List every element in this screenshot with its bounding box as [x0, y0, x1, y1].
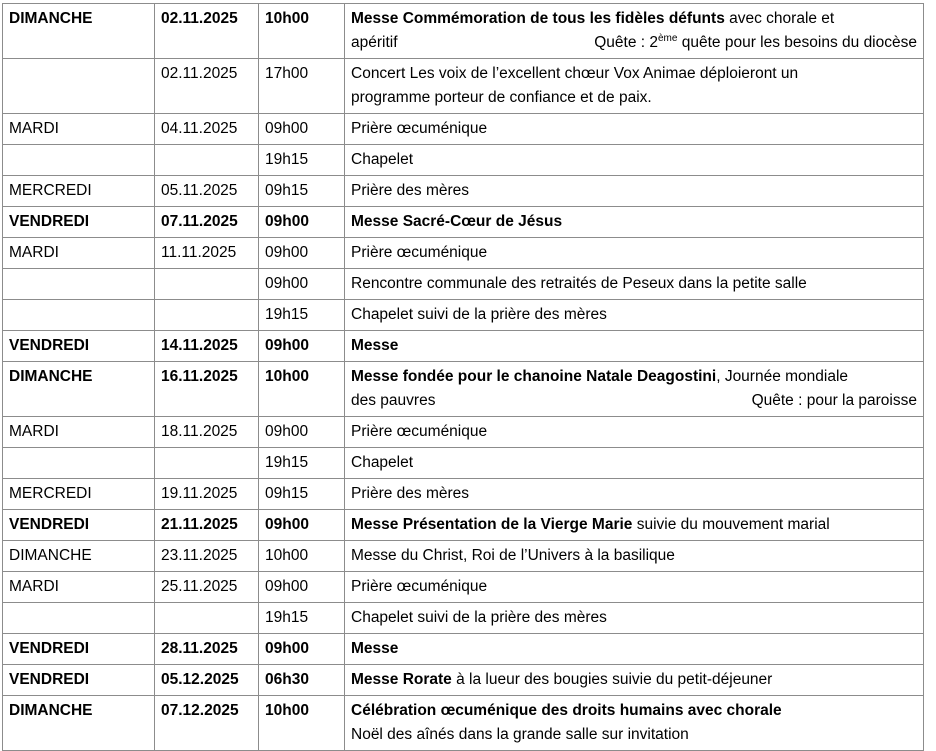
- date-cell: [155, 603, 259, 634]
- time-cell: 19h15: [259, 300, 345, 331]
- table-row: [3, 145, 924, 176]
- event-detail: , Journée mondiale: [716, 368, 849, 385]
- event-cell: Messe: [345, 331, 924, 362]
- table-row: [3, 541, 924, 572]
- date-cell: 19.11.2025: [155, 479, 259, 510]
- day-cell: [3, 145, 155, 176]
- table-row: [3, 362, 924, 417]
- event-detail-line2: Noël des aînés dans la grande salle sur invitation: [351, 726, 689, 743]
- time-cell: 09h15: [259, 176, 345, 207]
- time-cell: 10h00: [259, 4, 345, 59]
- date-cell: [155, 145, 259, 176]
- time-cell: 09h00: [259, 331, 345, 362]
- table-row: [3, 4, 924, 59]
- time-cell: 10h00: [259, 696, 345, 751]
- date-cell: 04.11.2025: [155, 114, 259, 145]
- event-cell: Messe du Christ, Roi de l’Univers à la basilique: [345, 541, 924, 572]
- day-cell: VENDREDI: [3, 510, 155, 541]
- event-detail-line2: des pauvres: [351, 392, 436, 409]
- table-row: [3, 479, 924, 510]
- event-cell: [345, 362, 924, 417]
- event-detail: avec chorale et: [724, 10, 835, 27]
- event-cell: Prière œcuménique: [345, 572, 924, 603]
- table-row: [3, 510, 924, 541]
- day-cell: [3, 269, 155, 300]
- day-cell: DIMANCHE: [3, 541, 155, 572]
- date-cell: 21.11.2025: [155, 510, 259, 541]
- time-cell: 19h15: [259, 448, 345, 479]
- time-cell: 09h00: [259, 572, 345, 603]
- day-cell: MARDI: [3, 114, 155, 145]
- event-cell: Chapelet: [345, 145, 924, 176]
- date-cell: [155, 269, 259, 300]
- table-row: [3, 634, 924, 665]
- day-cell: MERCREDI: [3, 479, 155, 510]
- table-row: [3, 603, 924, 634]
- date-cell: 05.11.2025: [155, 176, 259, 207]
- table-row: [3, 269, 924, 300]
- day-cell: MARDI: [3, 417, 155, 448]
- date-cell: 28.11.2025: [155, 634, 259, 665]
- event-cell: [345, 510, 924, 541]
- day-cell: MARDI: [3, 238, 155, 269]
- time-cell: 06h30: [259, 665, 345, 696]
- time-cell: 09h00: [259, 207, 345, 238]
- table-row: [3, 696, 924, 751]
- date-cell: 07.11.2025: [155, 207, 259, 238]
- table-row: [3, 572, 924, 603]
- event-cell: Chapelet: [345, 448, 924, 479]
- time-cell: 19h15: [259, 145, 345, 176]
- table-row: [3, 59, 924, 114]
- date-cell: 07.12.2025: [155, 696, 259, 751]
- day-cell: MARDI: [3, 572, 155, 603]
- time-cell: 09h00: [259, 114, 345, 145]
- event-cell: Prière œcuménique: [345, 114, 924, 145]
- event-cell: Prière des mères: [345, 176, 924, 207]
- day-cell: [3, 300, 155, 331]
- event-title: Messe Commémoration de tous les fidèles défunts: [351, 10, 725, 27]
- schedule-table: [2, 3, 924, 751]
- event-title: Célébration œcuménique des droits humains avec chorale: [351, 702, 782, 719]
- event-title: Messe fondée pour le chanoine Natale Deagostini: [351, 368, 717, 385]
- table-row: [3, 665, 924, 696]
- time-cell: 09h00: [259, 634, 345, 665]
- table-row: [3, 331, 924, 362]
- table-row: [3, 176, 924, 207]
- event-title: Messe Présentation de la Vierge Marie: [351, 516, 633, 533]
- time-cell: 19h15: [259, 603, 345, 634]
- day-cell: DIMANCHE: [3, 362, 155, 417]
- time-cell: 09h15: [259, 479, 345, 510]
- day-cell: MERCREDI: [3, 176, 155, 207]
- time-cell: 09h00: [259, 238, 345, 269]
- event-detail-line2: apéritif: [351, 34, 398, 51]
- table-row: [3, 417, 924, 448]
- event-detail: à la lueur des bougies suivie du petit-déjeuner: [451, 671, 773, 688]
- date-cell: [155, 300, 259, 331]
- day-cell: VENDREDI: [3, 634, 155, 665]
- event-title: Messe Rorate: [351, 671, 452, 688]
- table-row: [3, 300, 924, 331]
- event-text: Concert Les voix de l’excellent chœur Vox Animae déploieront un: [351, 65, 799, 82]
- event-cell: Messe: [345, 634, 924, 665]
- day-cell: DIMANCHE: [3, 4, 155, 59]
- date-cell: [155, 448, 259, 479]
- event-cell: Chapelet suivi de la prière des mères: [345, 603, 924, 634]
- event-cell: [345, 665, 924, 696]
- date-cell: 25.11.2025: [155, 572, 259, 603]
- day-cell: VENDREDI: [3, 331, 155, 362]
- time-cell: 09h00: [259, 510, 345, 541]
- time-cell: 10h00: [259, 362, 345, 417]
- table-row: [3, 448, 924, 479]
- time-cell: 09h00: [259, 269, 345, 300]
- date-cell: 05.12.2025: [155, 665, 259, 696]
- date-cell: 11.11.2025: [155, 238, 259, 269]
- event-cell: [345, 4, 924, 59]
- event-cell: Prière des mères: [345, 479, 924, 510]
- event-cell: Rencontre communale des retraités de Peseux dans la petite salle: [345, 269, 924, 300]
- day-cell: [3, 448, 155, 479]
- event-cell: [345, 59, 924, 114]
- table-row: [3, 238, 924, 269]
- date-cell: 02.11.2025: [155, 59, 259, 114]
- date-cell: 14.11.2025: [155, 331, 259, 362]
- date-cell: 02.11.2025: [155, 4, 259, 59]
- day-cell: VENDREDI: [3, 207, 155, 238]
- day-cell: [3, 603, 155, 634]
- collection-note: Quête : 2ème quête pour les besoins du diocèse: [594, 32, 917, 51]
- table-row: [3, 114, 924, 145]
- time-cell: 17h00: [259, 59, 345, 114]
- event-cell: Chapelet suivi de la prière des mères: [345, 300, 924, 331]
- time-cell: 10h00: [259, 541, 345, 572]
- event-cell: Messe Sacré-Cœur de Jésus: [345, 207, 924, 238]
- date-cell: 23.11.2025: [155, 541, 259, 572]
- date-cell: 16.11.2025: [155, 362, 259, 417]
- collection-note: Quête : pour la paroisse: [751, 392, 917, 409]
- table-row: [3, 207, 924, 238]
- event-cell: [345, 696, 924, 751]
- event-cell: Prière œcuménique: [345, 238, 924, 269]
- time-cell: 09h00: [259, 417, 345, 448]
- day-cell: VENDREDI: [3, 665, 155, 696]
- date-cell: 18.11.2025: [155, 417, 259, 448]
- day-cell: [3, 59, 155, 114]
- event-text-line2: programme porteur de confiance et de paix.: [351, 89, 652, 106]
- event-detail: suivie du mouvement marial: [632, 516, 830, 533]
- day-cell: DIMANCHE: [3, 696, 155, 751]
- event-cell: Prière œcuménique: [345, 417, 924, 448]
